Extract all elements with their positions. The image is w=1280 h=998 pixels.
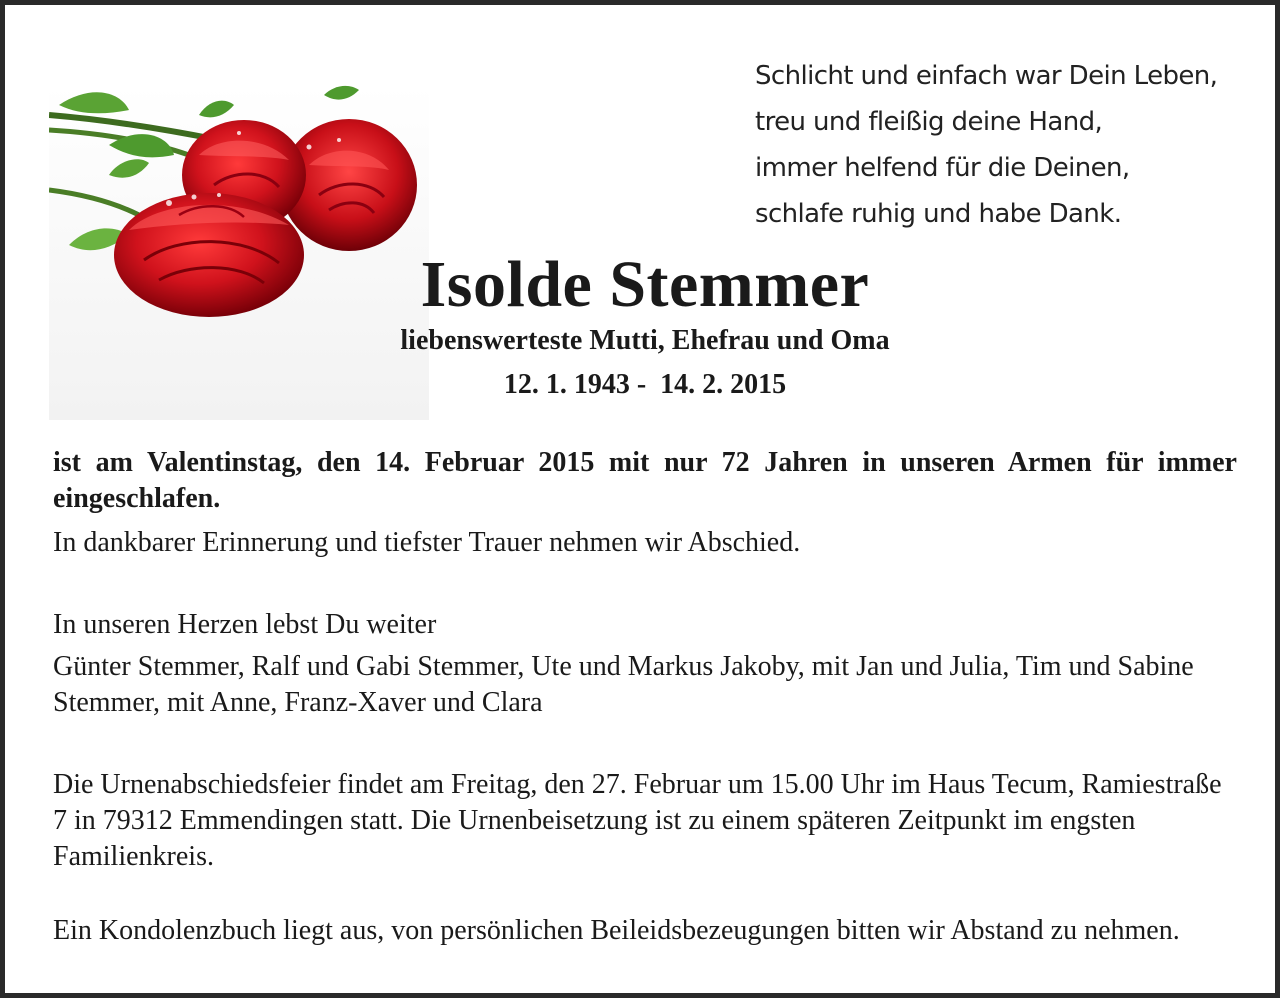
poem-line: Schlicht und einfach war Dein Leben,: [755, 61, 1218, 91]
deceased-subtitle: liebenswerteste Mutti, Ehefrau und Oma: [400, 325, 890, 356]
announcement-text: ist am Valentinstag, den 14. Februar 2015 mit nur 72 Jahren in unseren Armen für immer eingeschlafen.: [53, 447, 1237, 514]
poem-line: schlafe ruhig und habe Dank.: [755, 199, 1122, 229]
condolence-note: Ein Kondolenzbuch liegt aus, von persönlichen Beileidsbezeugungen bitten wir Abstand zu nehmen.: [53, 915, 1180, 946]
poem-line: treu und fleißig deine Hand,: [755, 107, 1103, 137]
farewell-text: In dankbarer Erinnerung und tiefster Trauer nehmen wir Abschied.: [53, 527, 801, 558]
hearts-text: In unseren Herzen lebst Du weiter: [53, 609, 437, 640]
ceremony-info: Die Urnenabschiedsfeier findet am Freitag, den 27. Februar um 15.00 Uhr im Haus Tecum, Ramiestraße 7 in 79312 Emmendingen statt. Die Urnenbeisetzung ist zu einem späteren Zeitpunkt im engsten Familienkreis.: [53, 769, 1222, 872]
family-names: Günter Stemmer, Ralf und Gabi Stemmer, Ute und Markus Jakoby, mit Jan und Julia, Tim und Sabine Stemmer, mit Anne, Franz-Xaver und Clara: [53, 651, 1194, 718]
poem-line: immer helfend für die Deinen,: [755, 153, 1130, 183]
deceased-name: Isolde Stemmer: [420, 248, 870, 321]
life-dates: 12. 1. 1943 - 14. 2. 2015: [503, 369, 787, 400]
memorial-poem: [755, 53, 1217, 237]
